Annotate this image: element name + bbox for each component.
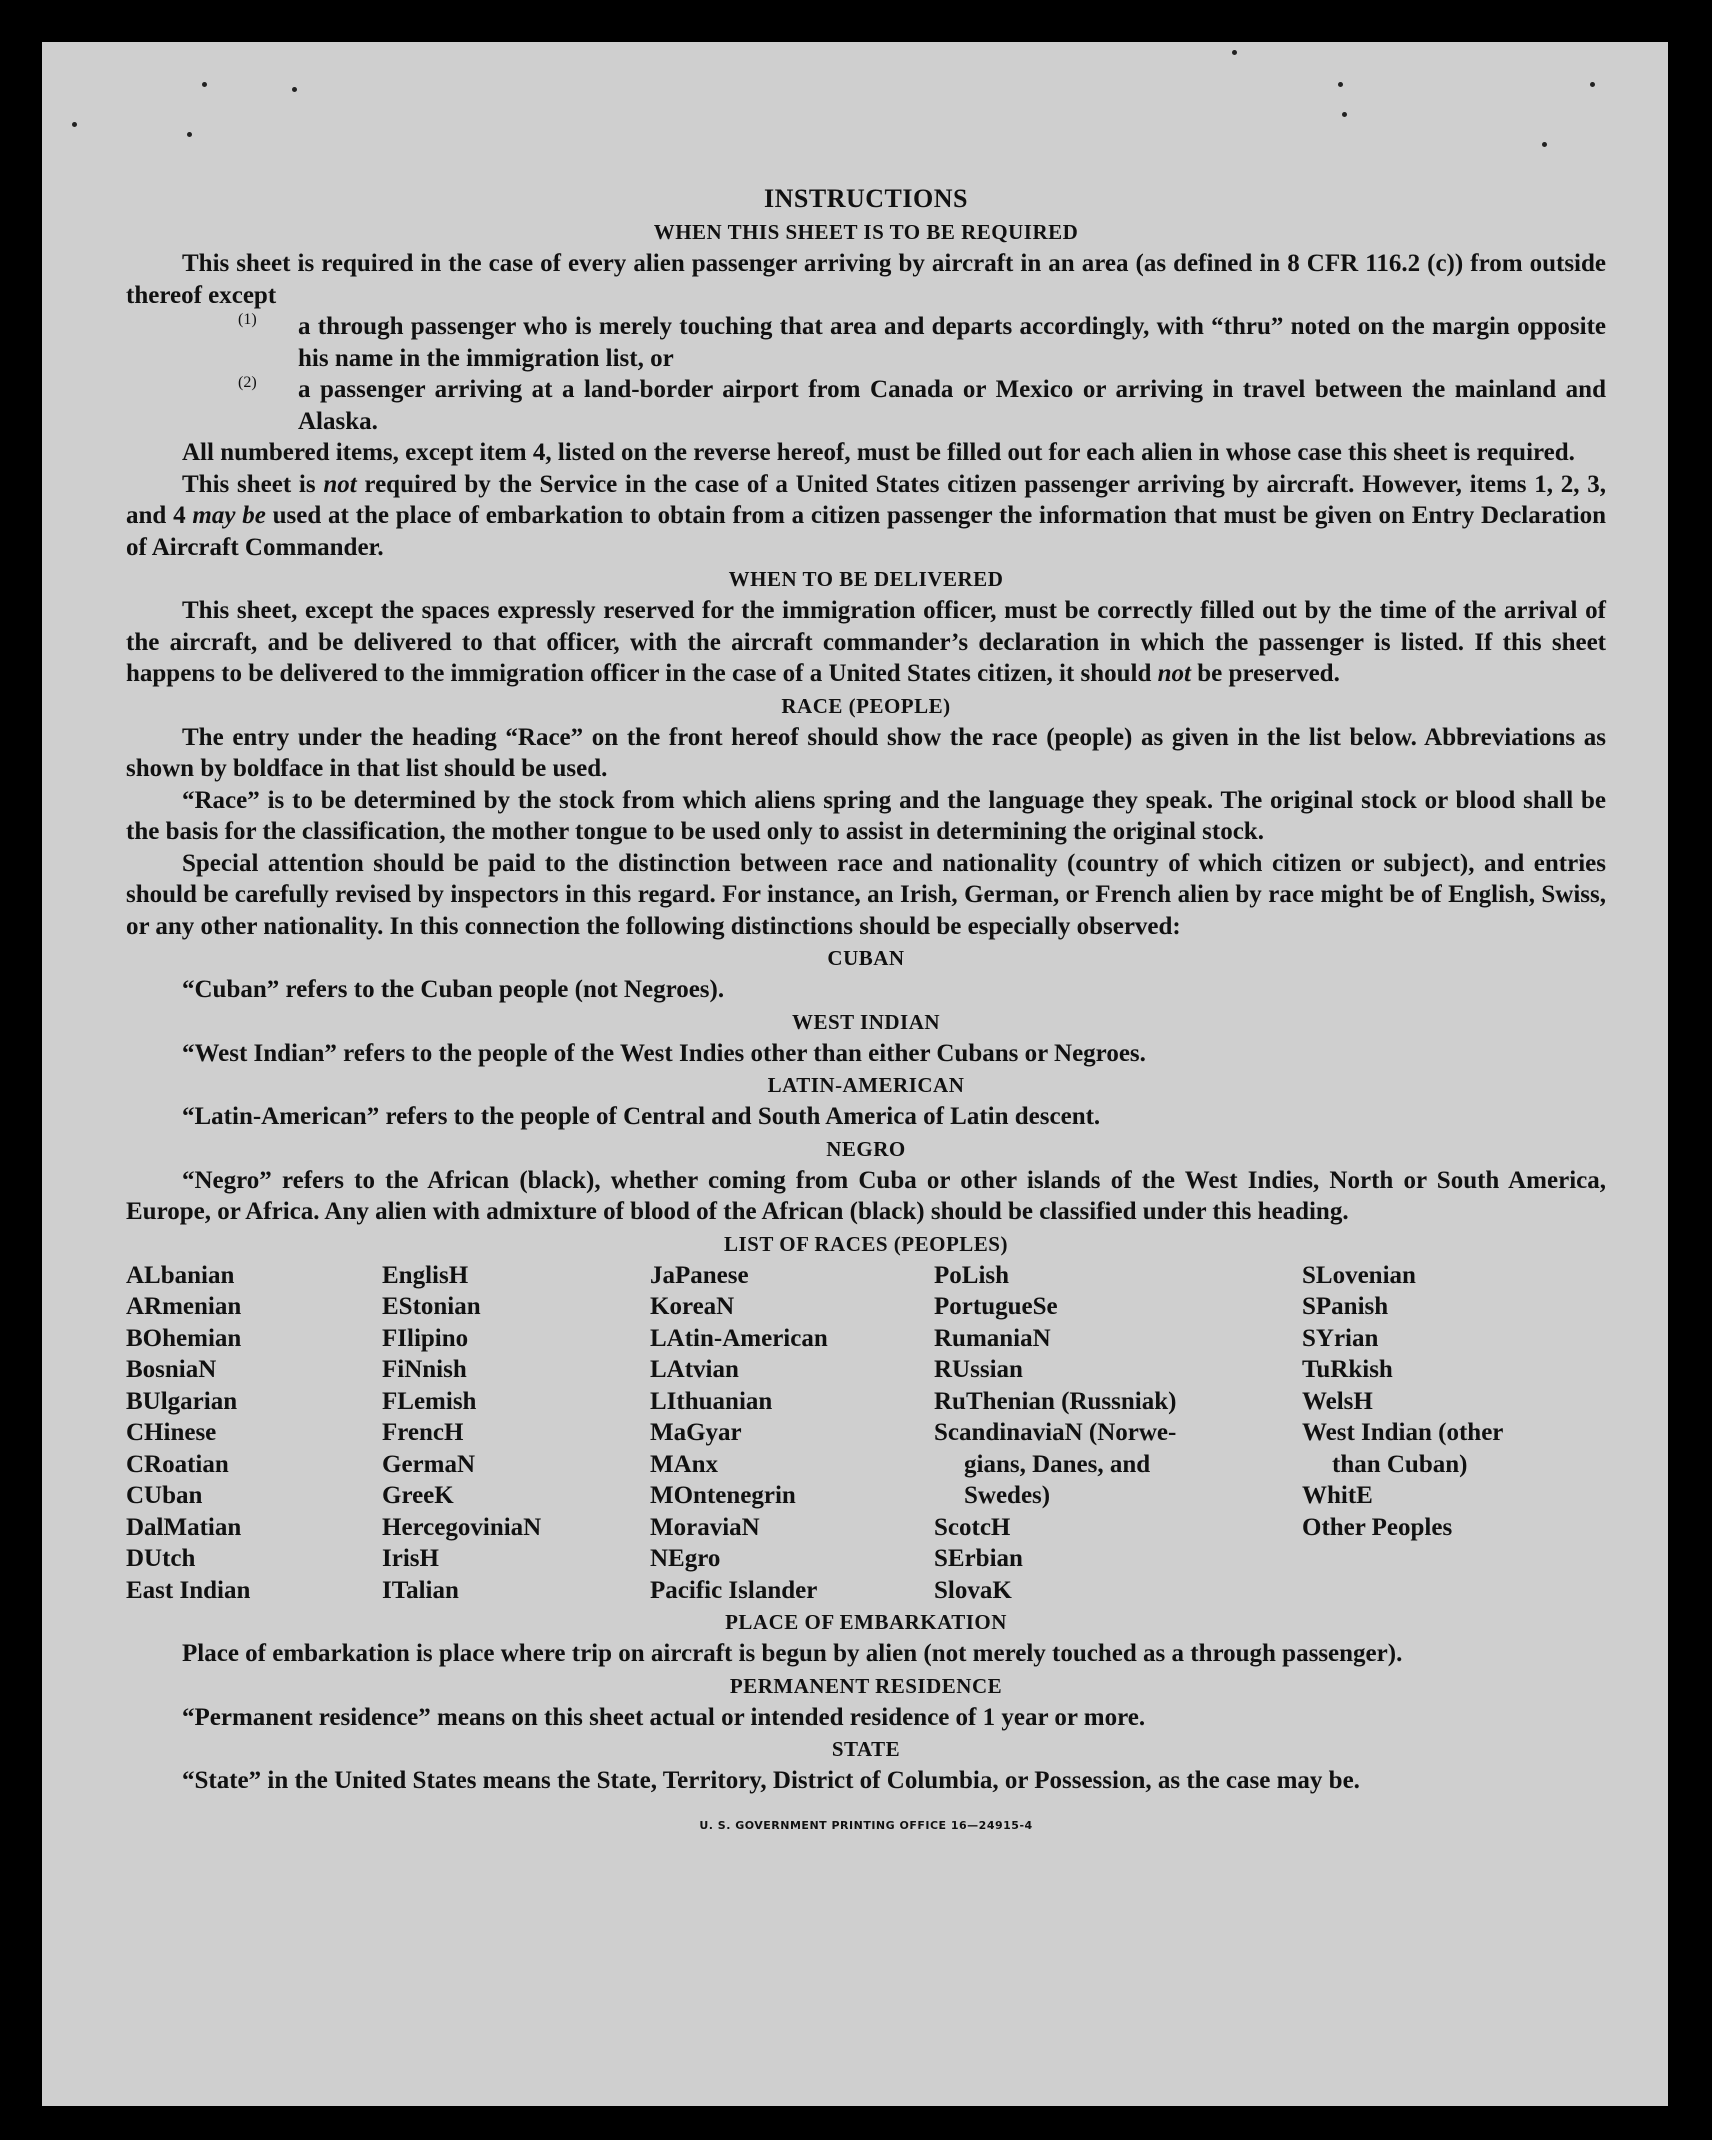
race-entry: PoLish — [934, 1261, 1010, 1289]
race-entry: than Cuban) — [1332, 1450, 1468, 1478]
race-text-1: The entry under the heading “Race” on the front hereof should show the race (people) as given in the list below. Abbreviations as shown by — [126, 723, 1606, 782]
races-column — [382, 1260, 650, 1607]
race-entry: Swedes) — [964, 1482, 1051, 1509]
negro-heading: NEGRO — [826, 1136, 906, 1161]
delivered-text-2: be preserved. — [1191, 660, 1340, 687]
race-entry: CHinese — [126, 1419, 217, 1446]
races-column — [650, 1260, 934, 1607]
race-paragraph-1 — [126, 722, 1606, 785]
race-entry: MoraviaN — [650, 1513, 760, 1541]
race-entry: IrisH — [382, 1545, 439, 1572]
races-column — [934, 1260, 1302, 1607]
race-entry: DalMatian — [126, 1513, 242, 1541]
exception-item-text: a passenger arriving at a land-border airport from Canada or Mexico or arriving in travel between the mainland and Alaska. — [298, 376, 1606, 435]
citizen-text-3: used at the place of embarkation to obtain from a citizen passenger the information that must be given on Entry Declaration of Aircraft Commander. — [126, 502, 1607, 561]
race-entry: KoreaN — [650, 1293, 735, 1320]
race-entry: RuThenian (Russniak) — [934, 1387, 1177, 1415]
race-entry: FrencH — [382, 1419, 464, 1446]
race-entry: ScotcH — [934, 1513, 1011, 1541]
race-entry: ScandinaviaN (Norwe- — [934, 1419, 1177, 1446]
race-entry: HercegoviniaN — [382, 1513, 542, 1541]
race-entry: CRoatian — [126, 1450, 229, 1478]
race-entry: LAtin-American — [650, 1324, 828, 1352]
race-entry: PortugueSe — [934, 1293, 1058, 1320]
race-heading: RACE (PEOPLE) — [781, 693, 951, 718]
race-entry: FiNnish — [382, 1356, 467, 1383]
race-entry: West Indian (other — [1302, 1419, 1504, 1446]
race-entry: RUssian — [934, 1356, 1023, 1383]
citizen-text-1: This sheet is — [182, 470, 324, 498]
when-required-heading: WHEN THIS SHEET IS TO BE REQUIRED — [653, 220, 1079, 244]
race-entry: SlovaK — [934, 1576, 1012, 1604]
race-entry: SPanish — [1302, 1293, 1389, 1320]
race-entry: SLovenian — [1302, 1261, 1416, 1289]
race-entry: GreeK — [382, 1482, 454, 1509]
race-entry: MOntenegrin — [650, 1482, 796, 1509]
citizen-text-maybe: may be — [192, 502, 266, 529]
when-delivered-heading: WHEN TO BE DELIVERED — [728, 567, 1004, 591]
race-entry: ITalian — [382, 1576, 459, 1604]
race-entry: WhitE — [1302, 1482, 1373, 1509]
delivered-text-not: not — [1157, 660, 1191, 687]
race-entry: BUlgarian — [126, 1387, 238, 1415]
west-indian-text: “West Indian” refers to the people of the West Indies other than either Cubans or Negroes. — [182, 1039, 1146, 1067]
exception-item — [238, 311, 1606, 374]
scan-speck — [1338, 82, 1343, 87]
scan-speck — [187, 132, 192, 137]
scan-speck — [202, 82, 207, 87]
citizen-paragraph — [126, 469, 1606, 564]
race-entry: DUtch — [126, 1545, 196, 1572]
scan-speck — [1342, 112, 1347, 117]
negro-text: “Negro” refers to the African (black), whether coming from Cuba or other islands of the West Indies, North or South America, Europe, or Africa. Any alien with admixture of blood of the African (black) should be classified under this heading. — [126, 1166, 1606, 1225]
printing-office-imprint: U. S. GOVERNMENT PRINTING OFFICE 16—24915-4 — [699, 1818, 1033, 1832]
citizen-text-not: not — [323, 470, 357, 498]
race-entry: EStonian — [382, 1293, 481, 1320]
race-entry: TuRkish — [1302, 1356, 1393, 1383]
embarkation-text: Place of embarkation is place where trip on aircraft is begun by alien (not merely touched as a through passenger). — [182, 1640, 1403, 1667]
race-entry: gians, Danes, and — [964, 1450, 1151, 1478]
west-indian-heading: WEST INDIAN — [791, 1009, 941, 1034]
race-entry: LAtvian — [650, 1356, 739, 1383]
race-entry: NEgro — [650, 1545, 721, 1572]
race-entry: Pacific Islander — [650, 1576, 818, 1604]
exception-item — [238, 374, 1606, 437]
race-text-boldface: boldface — [233, 755, 324, 782]
embarkation-heading: PLACE OF EMBARKATION — [725, 1610, 1007, 1634]
race-entry: Other Peoples — [1302, 1513, 1453, 1541]
race-paragraph-2: “Race” is to be determined by the stock from which aliens spring and the language they speak. The original stock or blood shall be the basis for the classification, the mother tongue to be used only to assist in determining the original stock. — [126, 786, 1606, 845]
race-entry: JaPanese — [650, 1261, 749, 1289]
residence-heading: PERMANENT RESIDENCE — [729, 1673, 1003, 1698]
race-entry: East Indian — [126, 1576, 251, 1604]
exception-item-number: (2) — [238, 374, 257, 391]
delivered-text-1: This sheet, except the spaces expressly reserved for the immigration officer, must be correctly filled out by the time of the arrival of the aircraft, and be delivered to that officer, with the aircraft commander’s declaration in which the passenger is listed. If this sheet happens to be delivered to the immigration officer in the case of a United States citizen, it should — [126, 597, 1606, 687]
instructions-content — [126, 142, 1606, 1832]
race-entry: GermaN — [382, 1450, 476, 1478]
list-of-races-heading: LIST OF RACES (PEOPLES) — [724, 1231, 1008, 1256]
residence-text: “Permanent residence” means on this sheet actual or intended residence of 1 year or more. — [182, 1703, 1146, 1731]
race-entry: SErbian — [934, 1545, 1023, 1572]
race-entry: RumaniaN — [934, 1324, 1051, 1352]
document-page — [42, 42, 1668, 2106]
races-column — [126, 1260, 382, 1607]
race-entry: ALbanian — [126, 1261, 235, 1289]
exception-item-text: a through passenger who is merely touching that area and departs accordingly, with “thru” noted on the margin opposite his name in the immigration list, or — [298, 313, 1606, 372]
when-required-intro: This sheet is required in the case of every alien passenger arriving by aircraft in an area (as defined in 8 CFR 116.2 (c)) from outside thereof except — [126, 250, 1606, 309]
numbered-items-paragraph: All numbered items, except item 4, listed on the reverse hereof, must be filled out for each alien in whose case this sheet is required. — [182, 439, 1575, 466]
scan-speck — [1590, 82, 1595, 87]
latin-american-heading: LATIN-AMERICAN — [767, 1073, 965, 1097]
races-table — [126, 1260, 1606, 1607]
state-heading: STATE — [831, 1737, 901, 1761]
race-entry: EnglisH — [382, 1261, 469, 1289]
latin-american-text: “Latin-American” refers to the people of Central and South America of Latin descent. — [182, 1103, 1101, 1130]
exception-item-number: (1) — [238, 311, 257, 328]
race-entry: CUban — [126, 1482, 203, 1509]
races-column — [1302, 1260, 1606, 1607]
state-text: “State” in the United States means the State, Territory, District of Columbia, or Possession, as the case may be. — [182, 1767, 1360, 1794]
scan-speck — [72, 122, 77, 127]
race-entry: FIlipino — [382, 1324, 469, 1352]
race-entry: FLemish — [382, 1387, 477, 1415]
race-entry: SYrian — [1302, 1324, 1379, 1352]
race-paragraph-3: Special attention should be paid to the distinction between race and nationality (country of which citizen or subject), and entries should be carefully revised by inspectors in this regard. For instance, an Irish, German, or French alien by race might be of English, Swiss, or any other nationality. In this connection the following distinctions should be especially observed: — [126, 849, 1606, 940]
race-entry: ARmenian — [126, 1293, 242, 1320]
when-delivered-paragraph — [126, 595, 1606, 690]
race-text-2: in that list should be used. — [323, 755, 608, 782]
citizen-text-2: required by the Service in the case of a United States citizen passenger arriving by aircraft. However, items 1, 2, 3, and 4 — [126, 470, 1606, 529]
race-entry: BosniaN — [126, 1356, 217, 1383]
page-title: INSTRUCTIONS — [764, 184, 968, 213]
race-entry: MAnx — [650, 1450, 719, 1478]
cuban-text: “Cuban” refers to the Cuban people (not Negroes). — [182, 976, 725, 1003]
race-entry: MaGyar — [650, 1419, 742, 1446]
scan-speck — [292, 87, 297, 92]
scan-speck — [1232, 50, 1237, 55]
race-entry: WelsH — [1302, 1387, 1373, 1415]
race-entry: BOhemian — [126, 1324, 242, 1352]
cuban-heading: CUBAN — [827, 946, 905, 970]
race-entry: LIthuanian — [650, 1387, 773, 1415]
